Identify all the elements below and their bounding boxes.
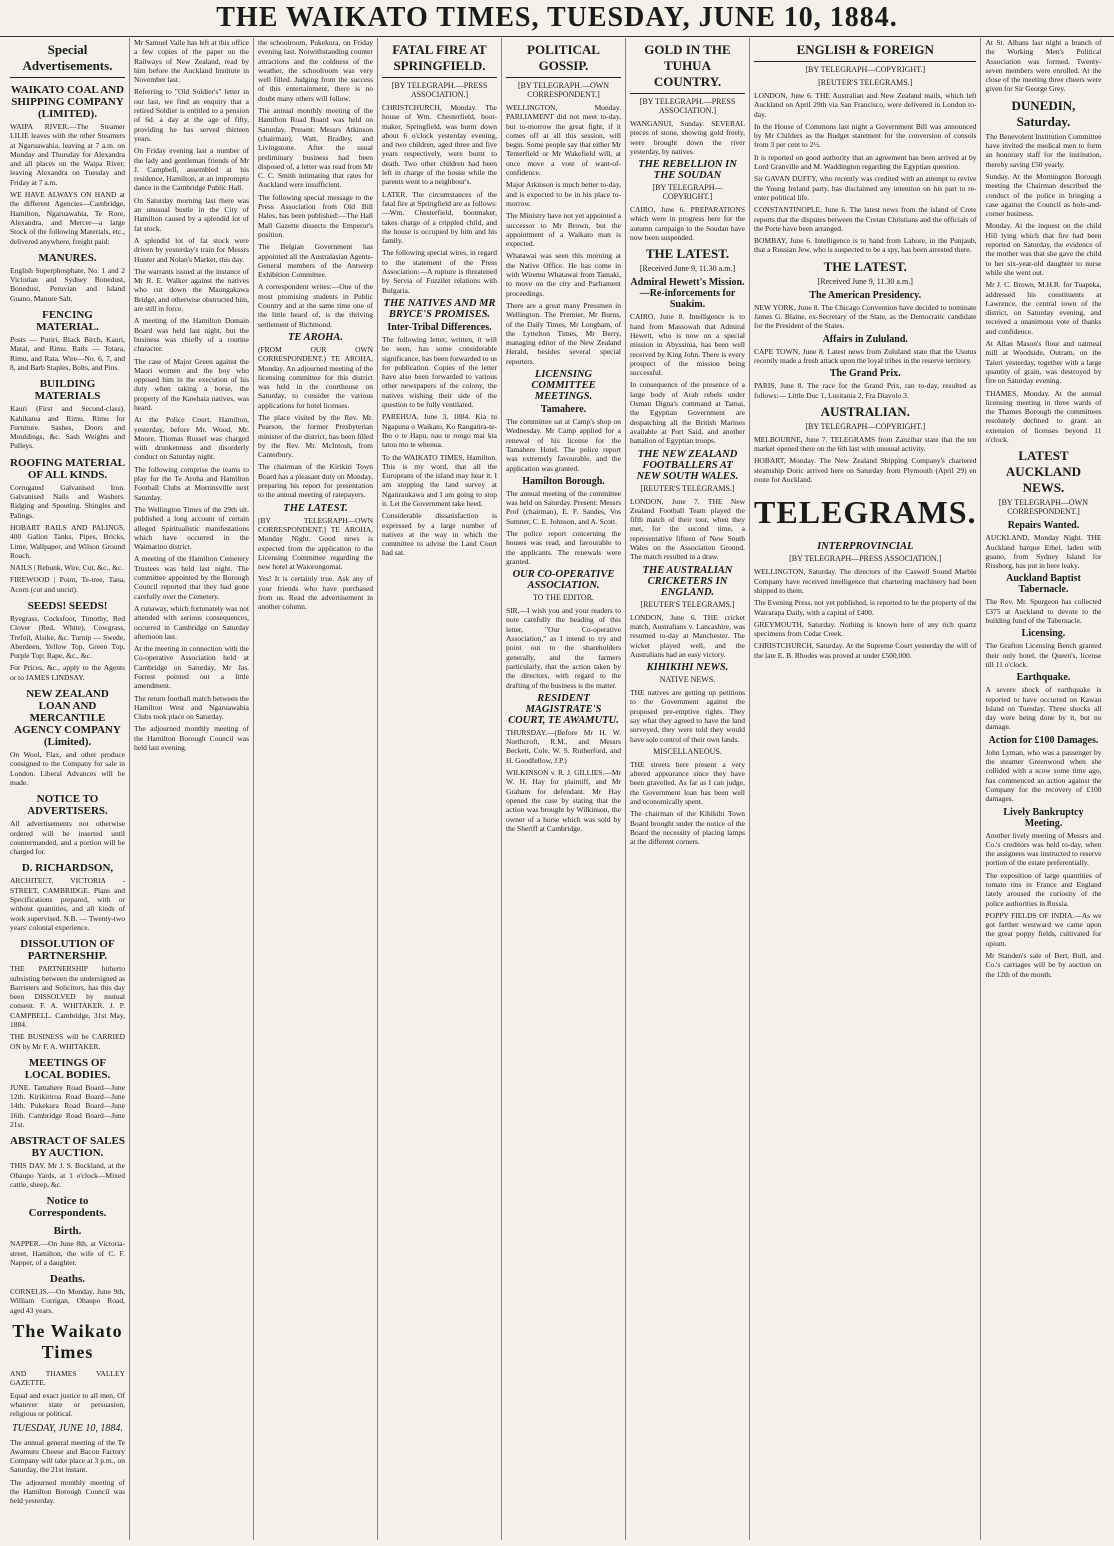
article-paragraph: THE streets here present a very altered appearance since they have been gravelled. As far as I can judge, the Government loan has been well and economically spent. — [630, 759, 745, 807]
article-paragraph: The Rev. Mr. Spurgeon has collected £375 at Auckland to devote to the building fund of the Tabernacle. — [985, 597, 1102, 626]
article-paragraph: THE natives are getting up petitions to the Government against the proposed pre-emptive rights. They say what they agreed to have the land surveyed, they were told they would have sole control of their own lands. — [630, 688, 745, 744]
article-paragraph: WE HAVE ALWAYS ON HAND at the different Agencies—Cambridge, Hamilton, Ngaruawahia, Te Rore, Alexandra, and Mercer—a large Stock of the following Materials, etc., delivered anywhere, freight paid: — [10, 190, 125, 246]
article-paragraph: LONDON, June 6. THE Australian and New Zealand mails, which left Auckland on April 29th via San Francisco, were delivered in London to-day. — [754, 91, 977, 119]
heading-rule — [630, 93, 745, 94]
article-paragraph: WAIPA RIVER.—The Steamer LILIE leaves with the other Steamers at Ngaruawahia, leaving at 7 a.m. on Monday and Thursday for Alexandra and all places on the Waipa River; leaving Alexandra on Tuesday and Friday at 7 a.m. — [10, 122, 125, 187]
article-paragraph: WANGANUI, Sunday. SEVERAL pieces of stone, showing gold freely, were brought down the river yesterday, by natives. — [630, 119, 745, 156]
section-heading: THE NEW ZEALAND FOOTBALLERS AT NEW SOUTH WALES. — [636, 448, 739, 482]
article-paragraph: The place visited by the Rev. Mr. Pearson, the former Presbyterian minister of the district, has been filled by the Rev. Mr. McIntosh, from Canterbury. — [258, 412, 373, 460]
sub-heading: Hamilton Borough. — [522, 475, 605, 487]
sub-heading: Lively Bankruptcy Meeting. — [1003, 806, 1084, 829]
section-heading: TE AROHA. — [287, 331, 344, 343]
article-paragraph: Mr Standen's sale of Bert, Bull, and Co.'s carriages will be by auction on the 12th of the month. — [985, 951, 1102, 979]
article-paragraph: At Allan Mason's flour and oatmeal mill at Woodside, Outram, on the Taieri yesterday, together with a large quantity of grain, was destroyed by fire on Saturday evening. — [985, 339, 1102, 386]
byline: TO THE EDITOR. — [532, 593, 595, 603]
heading-rule — [506, 77, 621, 78]
advertisement-heading: DISSOLUTION OF PARTNERSHIP. — [20, 938, 115, 963]
article-paragraph: MELBOURNE, June 7. TELEGRAMS from Zanzibar state that the ten market opened there on the 6th last with unusual activity. — [754, 434, 977, 454]
column-heading: ENGLISH & FOREIGN — [796, 42, 934, 57]
article-paragraph: English Superphosphate, No. 1 and 2 Victorian and Sydney Bonedust, Bonedust, Peruvian and Island Guano, Manure Salt. — [10, 265, 125, 303]
section-heading: THE NATIVES AND MR BRYCE'S PROMISES. — [383, 297, 496, 320]
article-paragraph: Monday. At the inquest on the child Hill lying which that fire had been reported on Saturday, the evidence of the mother was that she gave the child to her six-year-old daughter to nurse while she went out. — [985, 221, 1102, 277]
article-paragraph: Mr J. C. Brown, M.H.R. for Tuapeka, addressed his constituents at Lawrence, the central town of the district, on Saturday evening, and received a unanimous vote of thanks and confidence. — [985, 280, 1102, 336]
article-paragraph: The exposition of large quantities of tomato tins in France and England lately aroused the curiosity of the police authorities in Russia. — [985, 870, 1102, 908]
columns-container — [6, 38, 1108, 1540]
article-paragraph: Yes! It is certainly true. Ask any of your friends who have purchased from us. Read the advertisement in another column. — [258, 574, 373, 612]
advertisement-heading: NOTICE TO ADVERTISERS. — [27, 793, 108, 818]
article-paragraph: All advertisements not otherwise ordered will be inserted until countermanded, and a portion will be charged for. — [10, 819, 125, 857]
sub-heading: Tamahere. — [540, 404, 587, 416]
article-paragraph: The Belgian Government has appointed all the Australasian Agents-General members of the Antwerp Exhibition Committee. — [258, 242, 373, 280]
byline: MISCELLANEOUS. — [653, 746, 722, 756]
article-paragraph: BOMBAY, June 6. Intelligence is to hand from Lahore, in the Punjaub, that a Russian Jew, who is suspected to be a spy, has been arrested there. — [754, 236, 977, 255]
article-paragraph: The return football match between the Hamilton West and Ngaruawahia Clubs took place on Saturday. — [134, 693, 249, 722]
article-paragraph: PAREHUA, June 3, 1884. Kia tu Ngapuna o Waikato, Ko Rangatira-te-Ihu o te Hapu, nau te rongo mai kia tatou mo te whenua. — [382, 412, 497, 450]
article-paragraph: For Prices, &c., apply to the Agents or to JAMES LINDSAY. — [10, 663, 125, 682]
byline: [BY TELEGRAPH.—PRESS ASSOCIATION.] — [391, 81, 488, 99]
byline: [BY TELEGRAPH—OWN CORRESPONDENT.] — [998, 498, 1089, 517]
article-paragraph: A splendid lot of fat stock were driven by yesterday's train for Messrs Hunter and Nolan's Market, this day. — [134, 235, 249, 264]
article-paragraph: The Evening Press, not yet published, is reported to be the property of the Wairarapa Daily, with a capital of £400. — [754, 598, 977, 617]
advertisement-heading: NEW ZEALAND LOAN AND MERCANTILE AGENCY COMPANY (Limited). — [14, 688, 121, 749]
byline: [Received June 9, 11.30 a.m.] — [639, 264, 736, 274]
sub-heading: The American Presidency. — [809, 289, 922, 301]
dateline: TUESDAY, JUNE 10, 1884. — [12, 1422, 123, 1434]
article-paragraph: The annual monthly meeting of the Hamilton Road Board was held on Saturday. Present: Messrs Atkinson (chairman), Watt, Bradley, and Livingstone. After the usual preliminary business had been disposed of, a letter was read from Mr C. C. Smith intimating that rates for Auckland were insufficient. — [258, 106, 373, 190]
byline: [Received June 9, 11.30 a.m.] — [817, 276, 913, 286]
section-heading: RESIDENT MAGISTRATE'S COURT, TE AWAMUTU. — [508, 692, 619, 726]
column-heading: GOLD IN THE TUHUA COUNTRY. — [644, 42, 731, 89]
sub-heading: Affairs in Zululand. — [822, 333, 908, 345]
section-heading: INTERPROVINCIAL — [817, 541, 914, 553]
article-paragraph: Another lively meeting of Messrs and Co.'s creditors was held to-day, when the assignees was instructed to reserve portion of the estate preferentially. — [985, 830, 1102, 868]
section-heading: THE AUSTRALIAN CRICKETERS IN ENGLAND. — [642, 564, 733, 598]
article-paragraph: The annual general meeting of the Te Awamutu Cheese and Bacon Factory Company will take place at 3 p.m., on Saturday, the 21st instant. — [10, 1437, 125, 1475]
article-paragraph: AUCKLAND, Monday Night. THE Auckland barque Ethel, laden with guano, from Sydney Island for Rissborg, has put in here leaky. — [985, 533, 1102, 571]
article-paragraph: The committee sat at Camp's shop on Wednesday. Mr Camp applied for a renewal of his license for the Tamahere Hotel. The police report was extremely favourable, and the application was granted. — [506, 417, 621, 473]
column-heading: Special Advertisements. — [22, 42, 113, 73]
section-heading: OUR CO-OPERATIVE ASSOCIATION. — [512, 569, 615, 592]
article-paragraph: There are a great many Pressmen in Wellington. The Premier, Mr Burns, of the Daily Times, Mr Longham, of the Lyttelton Times, Mr Berry, managing editor of the New Zealand Herald, besides several special reporters. — [506, 300, 621, 366]
article-paragraph: On Wool, Flax, and other produce consigned to the Company for sale in London. Liberal Advances will be made. — [10, 750, 125, 787]
heading-rule — [382, 77, 497, 78]
advertisement-heading: MANURES. — [38, 251, 97, 264]
section-heading: THE LATEST. — [283, 502, 348, 514]
heading-rule — [754, 61, 976, 62]
article-paragraph: At St. Albans last night a branch of the Working Men's Political Association was formed. Twenty-seven members were enrolled. At the close of the meeting three cheers were given for Sir George Grey. — [985, 38, 1102, 94]
article-paragraph: ARCHITECT, VICTORIA - STREET, CAMBRIDGE. Plans and Specifications prepared, with or without quantities, and all kinds of work supervised. N.B. — Twenty-two years' colonial experience. — [10, 876, 125, 932]
article-paragraph: In consequence of the presence of a large body of Arab rebels under Osman Digna's command at Tamai, the Egyptian Government are despatching all the British Marines available at Port Said, and another battalion of Egyptian troops. — [630, 380, 745, 446]
advertisement-heading: WAIKATO COAL AND SHIPPING COMPANY (LIMITED). — [10, 84, 125, 120]
article-paragraph: GREYMOUTH, Saturday. Nothing is known here of any rich quartz specimens from Cedar Creek. — [754, 619, 977, 639]
large-title: TELEGRAMS. — [754, 494, 977, 531]
advertisement-heading: D. RICHARDSON, — [21, 862, 114, 875]
section-heading: DUNEDIN, Saturday. — [1011, 97, 1076, 129]
column-4 — [378, 38, 502, 1540]
article-paragraph: The chairman of the Kihikihi Town Board brought under the notice of the Board the necessity of placing lamps at the different corners. — [630, 809, 745, 847]
sub-heading: Repairs Wanted. — [1007, 520, 1080, 532]
article-paragraph: FIREWOOD | Point, Te-tree, Tana, Acorn (cut and uncut). — [10, 575, 125, 594]
article-paragraph: AND THAMES VALLEY GAZETTE. — [10, 1369, 125, 1388]
advertisement-heading: Notice to Correspondents. — [28, 1195, 107, 1220]
byline: [BY TELEGRAPH.—OWN CORRESPONDENT.] — [517, 81, 610, 99]
article-paragraph: THE BUSINESS will be CARRIED ON by Mr F. A. WHITAKER. — [10, 1032, 125, 1051]
advertisement-heading: BUILDING MATERIALS — [34, 378, 101, 403]
article-paragraph: CAIRO, June 6. PREPARATIONS which were in progress here for the autumn campaign to the Soudan have now been suspended. — [630, 205, 745, 243]
article-paragraph: THAMES, Monday. At the annual licensing meeting in three wards of the Thames Borough the committees resolutely declined to grant an extension of licenses beyond 11 o'clock. — [985, 388, 1102, 444]
byline: [BY TELEGRAPH—COPYRIGHT.] — [805, 65, 926, 74]
byline: [BY TELEGRAPH—COPYRIGHT.] — [805, 421, 926, 431]
article-paragraph: CHRISTCHURCH, Saturday. At the Supreme Court yesterday the will of the late E. B. Rhodes was proved at under £500,000. — [754, 641, 977, 660]
masthead-title: THE WAIKATO TIMES, TUESDAY, JUNE 10, 1884. — [0, 0, 1114, 37]
sub-heading: Admiral Hewett's Mission.—Re-inforcements for Suakim. — [630, 277, 745, 311]
article-paragraph: CONSTANTINOPLE, June 6. The latest news from the island of Crete reports that the disputes between the Cretan Christians and the officials of the Porte have been arranged. — [754, 205, 977, 233]
article-paragraph: A runaway, which fortunately was not attended with serious consequences, occurred in Cambridge on Saturday afternoon last. — [134, 603, 249, 641]
column-1 — [6, 38, 130, 1540]
large-title: The Waikato Times — [12, 1321, 123, 1363]
article-paragraph: Posts — Puriri, Black Birch, Kauri, Matai, and Rimu. Rails — Totara, Rimu, and Rata. Wire—No. 6, 7, and 8, and Barb Staples, Bolts, and Pins. — [10, 335, 125, 372]
article-paragraph: On Friday evening last a number of the lady and gentleman friends of Mr J. Campbell, assembled at his residence, Hamilton, at an impromptu dance in the Cambridge Public Hall. — [134, 146, 249, 193]
byline: [REUTER'S TELEGRAMS.] — [818, 78, 913, 87]
sub-heading: The Grand Prix. — [829, 368, 901, 380]
article-paragraph: the schoolroom, Pukekura, on Friday evening last. Notwithstanding counter attractions and the coldness of the weather, the schoolroom was very well filled. Judging from the success of this entertainment, there is no doubt many others will follow. — [258, 38, 373, 103]
article-paragraph: The following comprise the teams to play for the Te Aroha and Hamilton Football Clubs at Morrinsville next Saturday. — [134, 464, 249, 502]
article-paragraph: A meeting of the Hamilton Cemetery Trustees was held last night. The committee appointed by the Borough Council reported that they had gone carefully over the Cemetery. — [134, 554, 249, 601]
advertisement-heading: SEEDS! SEEDS! — [27, 599, 108, 612]
article-paragraph: At the Police Court, Hamilton, yesterday, before Mr. Wood, Mr. Moore, Thomas Russel was charged with drunkenness and disorderly conduct on Saturday night. — [134, 415, 249, 462]
article-paragraph: HOBART, Monday. The New Zealand Shipping Company's chartered steamship Doric arrived here on Saturday from Plymouth (April 29) en route for Auckland. — [754, 456, 977, 485]
section-heading: THE LATEST. — [645, 246, 730, 262]
article-paragraph: Major Atkinson is much better to-day, and is expected to be in his place to-morrow. — [506, 180, 621, 208]
article-paragraph: The chairman of the Kirikiri Town Board has a pleasant duty on Monday, preparing his report for presentation to the annual meeting of ratepayers. — [258, 462, 373, 500]
article-paragraph: In the House of Commons last night a Government Bill was announced by Mr Childers as the Budget statement for the conversion of consols from 3 per cent to 2½. — [754, 121, 977, 150]
article-paragraph: CAIRO, June 8. Intelligence is to hand from Massowah that Admiral Hewett, who is now on a special mission in Abyssinia, has been well received by King John. There is every prospect of the mission being successful. — [630, 312, 745, 378]
advertisement-heading: MEETINGS OF LOCAL BODIES. — [24, 1056, 111, 1081]
article-paragraph: PARIS, June 8. The race for the Grand Prix, ran to-day, resulted as follows:— Little Duc 1, Lusitania 2, Fra Diavolo 3. — [754, 381, 977, 400]
heading-rule — [10, 77, 125, 78]
sub-heading: Earthquake. — [1016, 672, 1071, 684]
article-paragraph: The police report concerning the houses was read, and favourable to the applicants. The renewals were granted. — [506, 528, 621, 566]
article-paragraph: NEW YORK, June 8. The Chicago Convention have decided to nominate James G. Blaine, ex-Secretary of the State, as the Democratic candidate for the President of the States. — [754, 302, 977, 331]
article-paragraph: Corrugated Galvanised Iron. Galvanised Nails and Washers. Ridging and Spouting. Shingles and Palings. — [10, 482, 125, 520]
article-paragraph: A severe shock of earthquake is reported to have occurred on Kawau Island on Tuesday. Three shocks all day were being done by it, but no damage. — [985, 685, 1102, 732]
article-paragraph: Referring to "Old Soldier's" letter in our last, we find an enquiry that a retired Soldier is entitled to a pension of 6d. a day at the age of fifty, providing he has served thirteen years. — [134, 87, 249, 143]
article-paragraph: THURSDAY.—(Before Mr H. W. Northcroft, R.M., and Messrs Beckett, Cole, W. S. Rutherford, and H. Goodfellow, J.P.) — [506, 727, 621, 765]
article-paragraph: The annual meeting of the committee was held on Saturday. Present: Messrs Prof (chairman), E. F. Sandes, Vos Sumner, C. E. Johnson, and A. Scott. — [506, 488, 621, 526]
article-paragraph: Sunday. At the Mornington Borough meeting the Chairman described the conduct of the police in bringing a case against the Council as hole-and-corner business. — [985, 171, 1102, 219]
article-paragraph: CHRISTCHURCH, Monday. The house of Wm. Chesterfield, boot-maker, Springfield, was burnt down about 6 o'clock yesterday evening, and two children, aged three and five years respectively, were burnt to death. Two other children had been left in charge of the house while the parents went to a neighbour's. — [382, 103, 497, 187]
byline: [REUTER'S TELEGRAMS.] — [640, 599, 735, 609]
sub-heading: Inter-Tribal Differences. — [387, 321, 492, 333]
article-paragraph: John Lyman, who was a passenger by the steamer Greenwood when she collided with a scow some time ago, has commenced an action against the Company for the recovery of £100 damages. — [985, 747, 1102, 804]
article-paragraph: The Benevolent Institution Committee have invited the medical men to form an honorary staff for the institution, thereby saving £50 yearly. — [985, 131, 1102, 169]
article-paragraph: (FROM OUR OWN CORRESPONDENT.) TE AROHA, Monday. An adjourned meeting of the licensing committee for this district was held in the courthouse on Saturday, to consider the various applications for hotel licenses. — [258, 344, 373, 410]
byline: [BY TELEGRAPH—COPYRIGHT.] — [652, 183, 723, 202]
article-paragraph: POPPY FIELDS OF INDIA.—As we got farther westward we came upon the great poppy fields, cultivated for opium. — [985, 910, 1102, 948]
article-paragraph: HOBART RAILS AND PALINGS, 400 Gallon Tanks, Pipes, Bricks, Lime, Wallpaper, and Wilson Ground Roach. — [10, 522, 125, 560]
article-paragraph: JUNE. Tamahere Road Board—June 12th. Kirikiriroa Road Board—June 14th. Pukekura Road Board—June 16th. Cambridge Road Board—June 21st. — [10, 1082, 125, 1130]
article-paragraph: The Grafton Licensing Bench granted their only hotel, the Queen's, license till 11 o'clock. — [985, 641, 1102, 669]
section-heading: THE LATEST. — [823, 258, 907, 274]
article-paragraph: The case of Major Green against the Maori women and the boy who opposed him in the execution of his duty when taking a horse, the property of the Kawhaia natives, was heard. — [134, 356, 249, 412]
section-heading: LATEST AUCKLAND NEWS. — [1005, 448, 1082, 496]
article-paragraph: THE PARTNERSHIP hitherto subsisting between the undersigned as Barristers and Solicitors, has this day been DISSOLVED by mutual consent. F. A. WHITAKER. J. P. CAMPBELL. Cambridge, 31st May, 1884. — [10, 964, 125, 1029]
article-paragraph: CAPE TOWN, June 8. Latest news from Zululand state that the Usutus recently made a fresh attack upon the loyal tribes in the reserve territory. — [754, 346, 977, 365]
article-paragraph: LATER. The circumstances of the fatal fire at Springfield are as follows:—Wm. Chesterfield, bootmaker, takes charge of a crippled child, and the house is occupied by him and his family. — [382, 189, 497, 246]
article-paragraph: It is reported on good authority that an agreement has been arrived at by Lord Granville and M. Waddington regarding the Egyptian question. — [754, 152, 977, 172]
article-paragraph: The Wellington Times of the 29th ult. published a long account of certain alleged Spiritualistic manifestations which have occurred in the Waimarino district. — [134, 504, 249, 552]
article-paragraph: The warrants issued at the instance of Mr R. E. Walker against the natives who cut down the Maungakawa Bridge, and otherwise obstructed him, are still in force. — [134, 266, 249, 314]
article-paragraph: The following special wires, in regard to the statement of the Press Association:—A rupture is threatened by Servia of Fuzzilet relations with Bulgaria. — [382, 248, 497, 295]
article-paragraph: THIS DAY. Mr J. S. Buckland, at the Ohaupo Yards, at 1 o'clock—Mixed cattle, sheep, &c. — [10, 1161, 125, 1189]
article-paragraph: Sir GAVAN DUFFY, who recently was credited with an attempt to revive the Young Ireland party, has disclaimed any intention on his part to re-enter political life. — [754, 174, 977, 202]
column-6 — [626, 38, 750, 1540]
article-paragraph: On Saturday morning last there was an unusual bustle in the City of Hamilton caused by a splendid lot of fat stock. — [134, 195, 249, 233]
advertisement-heading: ABSTRACT OF SALES BY AUCTION. — [10, 1135, 125, 1160]
column-2 — [130, 38, 254, 1540]
column-5 — [502, 38, 626, 1540]
section-heading: LICENSING COMMITTEE MEETINGS. — [531, 369, 596, 403]
article-paragraph: Mr Samuel Vaile has left at this office a few copies of the paper on the Railways of New Zealand, read by him before the Auckland Institute in November last. — [134, 38, 249, 85]
article-paragraph: Equal and exact justice to all men, Of whatever state or persuasion, religious or political. — [10, 1390, 125, 1419]
article-paragraph: A correspondent writes:—One of the most promising students in Public Country and at the same time one of the little heard of, is the thriving settlement of Richmond. — [258, 282, 373, 329]
column-8 — [981, 38, 1105, 1540]
article-paragraph: LONDON, June 7. THE New Zealand Football Team played the fifth match of their tour, when they met, for the second time, a representative fifteen of New South Wales on the Association Ground. The match resulted in a draw. — [630, 496, 745, 562]
byline: [BY TELEGRAPH—PRESS ASSOCIATION.] — [789, 554, 942, 564]
article-paragraph: WILKINSON v. R. J. GILLIES.—Mr W. H. Hay for plaintiff, and Mr Graham for defendant. Mr Hay opened the case by stating that the action was brought by Wilkinson, the owner of a horse which was sold by the Sheriff at Cambridge. — [506, 768, 621, 833]
advertisement-heading: FENCING MATERIAL. — [36, 309, 99, 334]
section-heading: KIHIKIHI NEWS. — [646, 662, 729, 674]
column-heading: POLITICAL GOSSIP. — [527, 42, 600, 73]
article-paragraph: The Ministry have not yet appointed a successor to Mr Brown, but the appointment of a Waikato man is expected. — [506, 211, 621, 249]
sub-heading: Auckland Baptist Tabernacle. — [1006, 573, 1081, 596]
article-paragraph: To the WAIKATO TIMES, Hamilton. This is my word, that all the Europeans of the island may hear it. I am stopping the land survey at Ngatiraukawa and I am going to stop it. Let the Government take heed. — [382, 452, 497, 508]
article-paragraph: Considerable dissatisfaction is expressed by a large number of natives at the way in which the committee to advise the Land Court had sat. — [382, 511, 497, 558]
advertisement-heading: Birth. — [53, 1225, 82, 1238]
article-paragraph: [BY TELEGRAPH—OWN CORRESPONDENT.] TE AROHA, Monday Night. Good news is expected from the application to the Licensing Committee regarding the new hotel at Waiorongomai. — [258, 515, 373, 572]
article-paragraph: NAPPER.—On June 8th, at Victoria-street, Hamilton, the wife of C. F. Napper, of a daughter. — [10, 1239, 125, 1267]
article-paragraph: SIR,—I wish you and your readers to note carefully the heading of this letter, "Our Co-operative Association," as I intend to try and point out to the shareholders generally, and the farmers particularly, that the action taken by the directors, with regard to the drafting of the business is the matter. — [506, 606, 621, 690]
column-heading: FATAL FIRE AT SPRINGFIELD. — [392, 42, 487, 73]
sub-heading: Licensing. — [1021, 628, 1066, 640]
byline: NATIVE NEWS. — [659, 675, 716, 685]
advertisement-heading: Deaths. — [49, 1273, 86, 1286]
article-paragraph: A meeting of the Hamilton Domain Board was held last night, but the business was chiefly of a routine character. — [134, 316, 249, 354]
column-7 — [750, 38, 981, 1540]
article-paragraph: NAILS | Rebunk, Wire, Cut, &c., &c. — [10, 563, 124, 573]
byline: [REUTER'S TELEGRAMS.] — [640, 483, 735, 493]
article-paragraph: Whatawai was seen this morning at the Native Office. He has come in with Wiremu Whatawai from Tamaki, to move on the city and Parliament proceedings. — [506, 251, 621, 298]
article-paragraph: The following special message to the Press Association from Old Bill Hales, has been published:—The Hall Mall Gazette dissects the Emperor's position. — [258, 192, 373, 239]
article-paragraph: At the meeting in connection with the Co-operative Association held at Cambridge on Saturday, Mr Jas. Forrest pointed out a little amendment. — [134, 644, 249, 691]
byline: [BY TELEGRAPH.—PRESS ASSOCIATION.] — [639, 97, 736, 115]
advertisement-heading: ROOFING MATERIAL OF ALL KINDS. — [10, 456, 125, 481]
article-paragraph: The adjourned monthly meeting of the Hamilton Borough Council was held last evening. — [134, 724, 249, 753]
article-paragraph: The following letter, written, it will be seen, has some considerable significance, has been forwarded to us for publication. Copies of the letter have also been forwarded to various other newspapers of the colony, the natives wishing their side of the question to be fully ventilated. — [382, 334, 497, 410]
sub-heading: Action for £100 Damages. — [988, 734, 1099, 746]
article-paragraph: WELLINGTON, Monday. PARLIAMENT did not meet to-day, but to-morrow the great fight, if it comes off at all this session, will begin. Some people say that either Mr Tenterfield or Mr Wakefield will, at once move a vote of want-of-confidence. — [506, 103, 621, 178]
article-paragraph: The adjourned monthly meeting of the Hamilton Borough Council was held yesterday. — [10, 1477, 125, 1506]
article-paragraph: Kauri (First and Second-class), Kahikatea and Rimu. Rimu for Furniture. Sashes, Doors and Mouldings, &c. Sash Weights and Pulleys. — [10, 404, 125, 451]
article-paragraph: CORNELIS.—On Monday, June 9th, William Corrigan, Ohaupo Road, aged 43 years. — [10, 1287, 125, 1315]
section-heading: AUSTRALIAN. — [820, 403, 910, 419]
column-3 — [254, 38, 378, 1540]
article-paragraph: LONDON, June 6. THE cricket match, Australians v. Lancashire, was resumed to-day at Manchester. The wicket played well, and the Australians had an easy victory. — [630, 612, 745, 659]
section-heading: THE REBELLION IN THE SOUDAN — [638, 159, 737, 182]
article-paragraph: WELLINGTON, Saturday. The directors of the Caswell Sound Marble Company have received intelligence that chartering machinery had been shipped to them. — [754, 567, 977, 595]
article-paragraph: Ryegrass, Cocksfoot, Timothy, Red Clover (Red, White), Cowgrass, Trefoil, Alsike, &c. Turnip — Swede, Aberdeen, Yellow Top, Green Top, Purple Top; Rape, &c., &c. — [10, 613, 125, 661]
